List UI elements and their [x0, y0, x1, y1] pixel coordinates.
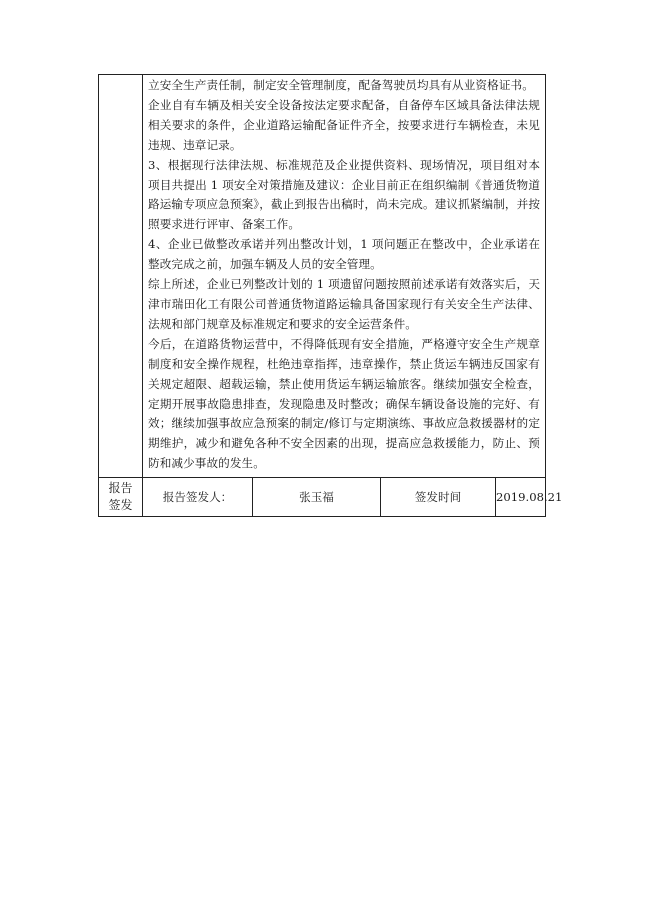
signoff-heading-line1: 报告	[108, 481, 133, 496]
report-table	[98, 74, 563, 517]
signoff-heading	[99, 478, 143, 517]
conclusion-row	[99, 75, 546, 478]
paragraph-responsibility: 立安全生产责任制，制定安全管理制度，配备驾驶员均具有从业资格证书。	[148, 78, 534, 92]
signer-label: 报告签发人：	[143, 478, 253, 517]
signoff-row	[99, 478, 546, 517]
date-value: 2019.08.21	[496, 478, 546, 517]
paragraph-measures: 3、根据现行法律法规、标准规范及企业提供资料、现场情况，项目组对本项目共提出 1 项安全对策措施及建议：企业目前正在组织编制《普通货物道路运输专项应急预案》，截止到报告出稿时，尚未完成。建议抓紧编制，并按照要求进行评审、备案工作。	[148, 157, 541, 232]
paragraph-future: 今后，在道路货物运营中，不得降低现有安全措施，严格遵守安全生产规章制度和安全操作规程，杜绝违章指挥，违章操作，禁止货运车辆违反国家有关规定超限、超载运输，禁止使用货运车辆运输旅客。继续加强安全检查，定期开展事故隐患排查，发现隐患及时整改；确保车辆设备设施的完好、有效；继续加强事故应急预案的制定/修订与定期演练、事故应急救援器材的定期维护，减少和避免各种不安全因素的出现，提高应急救援能力，防止、预防和减少事故的发生。	[148, 336, 541, 471]
date-label: 签发时间	[381, 478, 496, 517]
signoff-heading-line2: 签发	[108, 498, 133, 513]
signer-name: 张玉福	[253, 478, 381, 517]
paragraph-rectification: 4、企业已做整改承诺并列出整改计划，1 项问题正在整改中，企业承诺在整改完成之前，加强车辆及人员的安全管理。	[148, 237, 541, 272]
conclusion-label-cell	[99, 75, 143, 478]
paragraph-summary: 综上所述，企业已列整改计划的 1 项遗留问题按照前述承诺有效落实后，天津市瑞田化工有限公司普通货物道路运输具备国家现行有关安全生产法律、法规和部门规章及标准规定和要求的安全运营条件。	[148, 277, 541, 331]
paragraph-vehicles: 企业自有车辆及相关安全设备按法定要求配备，自备停车区域具备法律法规相关要求的条件，企业道路运输配备证件齐全，按要求进行车辆检查，未见违规、违章记录。	[148, 97, 541, 152]
conclusion-content-cell	[143, 75, 546, 478]
